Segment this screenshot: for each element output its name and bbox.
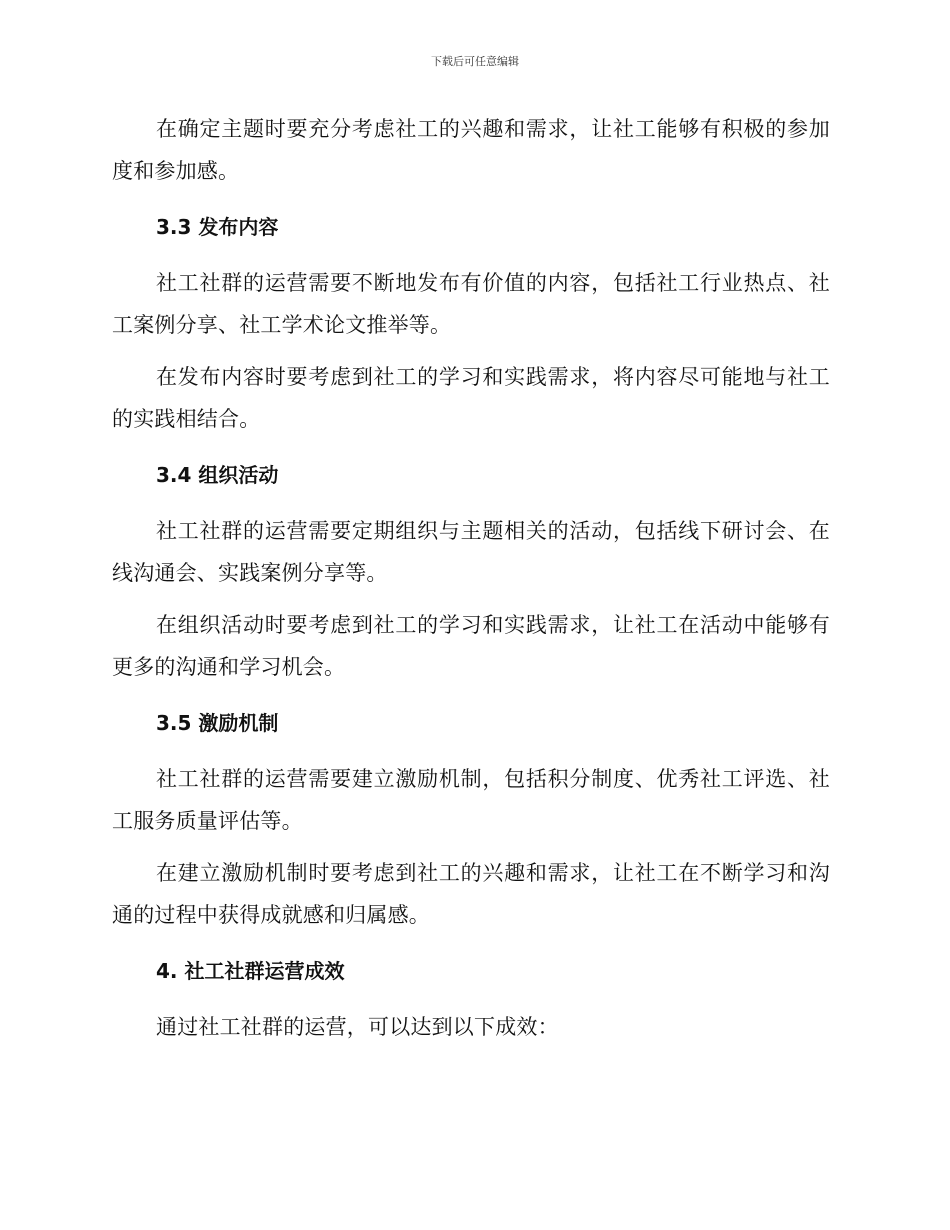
- section-heading-3-5: 3.5 激励机制: [156, 711, 279, 735]
- paragraph: 在发布内容时要考虑到社工的学习和实践需求，将内容尽可能地与社工的实践相结合。: [112, 365, 830, 431]
- paragraph: 社工社群的运营需要不断地发布有价值的内容，包括社工行业热点、社工案例分享、社工学术论文推举等。: [112, 271, 830, 337]
- section-heading-3-3: 3.3 发布内容: [156, 215, 279, 239]
- section-heading-4: 4. 社工社群运营成效: [156, 959, 345, 983]
- page-header: 下载后可任意编辑: [431, 55, 519, 68]
- paragraph: 社工社群的运营需要定期组织与主题相关的活动，包括线下研讨会、在线沟通会、实践案例分享等。: [112, 519, 830, 585]
- paragraph: 通过社工社群的运营，可以达到以下成效：: [156, 1015, 559, 1039]
- section-heading-3-4: 3.4 组织活动: [156, 463, 279, 487]
- paragraph: 在组织活动时要考虑到社工的学习和实践需求，让社工在活动中能够有更多的沟通和学习机会。: [112, 613, 830, 679]
- paragraph: 在建立激励机制时要考虑到社工的兴趣和需求，让社工在不断学习和沟通的过程中获得成就感和归属感。: [112, 861, 830, 927]
- paragraph: 在确定主题时要充分考虑社工的兴趣和需求，让社工能够有积极的参加度和参加感。: [112, 117, 830, 183]
- paragraph: 社工社群的运营需要建立激励机制，包括积分制度、优秀社工评选、社工服务质量评估等。: [112, 767, 830, 833]
- document-body: [112, 108, 830, 1048]
